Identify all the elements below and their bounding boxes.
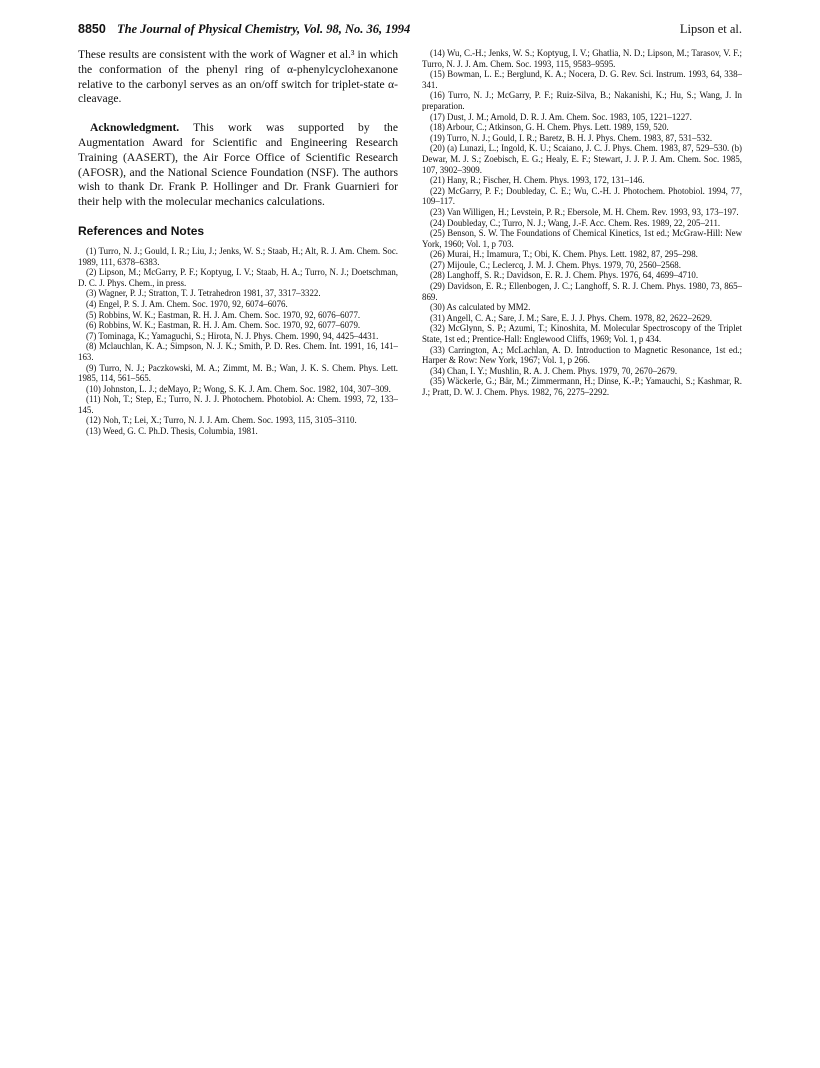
- references-heading: References and Notes: [78, 223, 205, 238]
- reference-item: (32) McGlynn, S. P.; Azumi, T.; Kinoshita, M. Molecular Spectroscopy of the Triplet State, 1st ed.; Prentice-Hall: Englewood Cliffs, 1969; Vol. 1, p 434.: [422, 323, 742, 345]
- reference-item: (27) Mijoule, C.; Leclercq, J. M. J. Chem. Phys. 1979, 70, 2560–2568.: [430, 259, 681, 270]
- reference-item: (10) Johnston, L. J.; deMayo, P.; Wong, S. K. J. Am. Chem. Soc. 1982, 104, 307–309.: [86, 383, 391, 394]
- acknowledgment-paragraph: [78, 121, 398, 210]
- references-list-right: [422, 48, 742, 398]
- reference-item: (16) Turro, N. J.; McGarry, P. F.; Ruiz-Silva, B.; Nakanishi, K.; Hu, S.; Wang, J. In preparation.: [422, 90, 742, 111]
- reference-item: (2) Lipson, M.; McGarry, P. F.; Koptyug, I. V.; Staab, H. A.; Turro, N. J.; Doetschman, D. C. J. Phys. Chem., in press.: [78, 267, 398, 288]
- reference-item: (15) Bowman, L. E.; Berglund, K. A.; Nocera, D. G. Rev. Sci. Instrum. 1993, 64, 338–341.: [422, 69, 742, 90]
- acknowledgment-text: This work was supported by the Augmentation Award for Scientific and Engineering Research Training (AASERT), the Air Force Office of Scientific Research (AFOSR), and the National Science Foundation (NSF). The authors wish to thank Dr. Frank P. Hollinger and Dr. Frank Guarnieri for their help with the molecular mechanics calculations.: [78, 121, 398, 209]
- reference-item: (5) Robbins, W. K.; Eastman, R. H. J. Am. Chem. Soc. 1970, 92, 6076–6077.: [86, 309, 361, 320]
- reference-item: (6) Robbins, W. K.; Eastman, R. H. J. Am. Chem. Soc. 1970, 92, 6077–6079.: [86, 320, 361, 331]
- reference-item: (20) (a) Lunazi, L.; Ingold, K. U.; Scaiano, J. C. J. Phys. Chem. 1983, 87, 529–530. (b) Dewar, M. J. S.; Zoebisch, E. G.; Healy, E. F.; Stewart, J. J. P. J. Am. Chem. Soc. 1985, 107, 3902–3909.: [422, 143, 742, 175]
- reference-item: (7) Tominaga, K.; Yamaguchi, S.; Hirota, N. J. Phys. Chem. 1990, 94, 4425–4431.: [86, 330, 379, 341]
- reference-item: (29) Davidson, E. R.; Ellenbogen, J. C.; Langhoff, S. R. J. Chem. Phys. 1980, 73, 865–869.: [422, 281, 742, 302]
- journal-citation: The Journal of Physical Chemistry, Vol. 98, No. 36, 1994: [116, 22, 411, 36]
- reference-item: (14) Wu, C.-H.; Jenks, W. S.; Koptyug, I. V.; Ghatlia, N. D.; Lipson, M.; Tarasov, V. F.; Turro, N. J. J. Am. Chem. Soc. 1993, 115, 9583–9595.: [422, 48, 742, 69]
- reference-item: (3) Wagner, P. J.; Stratton, T. J. Tetrahedron 1981, 37, 3317–3322.: [86, 288, 321, 299]
- reference-item: (30) As calculated by MM2.: [430, 302, 531, 313]
- reference-item: (18) Arbour, C.; Atkinson, G. H. Chem. Phys. Lett. 1989, 159, 520.: [430, 122, 669, 133]
- reference-item: (21) Hany, R.; Fischer, H. Chem. Phys. 1993, 172, 131–146.: [430, 175, 645, 186]
- page-header: [78, 22, 742, 40]
- reference-item: (9) Turro, N. J.; Paczkowski, M. A.; Zimmt, M. B.; Wan, J. K. S. Chem. Phys. Lett. 1985, 114, 561–565.: [78, 362, 398, 384]
- reference-item: (23) Van Willigen, H.; Levstein, P. R.; Ebersole, M. H. Chem. Rev. 1993, 93, 173–197.: [430, 206, 739, 217]
- running-authors: Lipson et al.: [679, 22, 742, 36]
- references-list-left: [78, 246, 398, 437]
- reference-item: (24) Doubleday, C.; Turro, N. J.; Wang, J.-F. Acc. Chem. Res. 1989, 22, 205–211.: [430, 217, 721, 228]
- left-column: [78, 48, 398, 437]
- page-number: 8850: [78, 22, 106, 36]
- reference-item: (26) Murai, H.; Imamura, T.; Obi, K. Chem. Phys. Lett. 1982, 87, 295–298.: [430, 249, 698, 260]
- reference-item: (22) McGarry, P. F.; Doubleday, C. E.; Wu, C.-H. J. Photochem. Photobiol. 1994, 77, 109–117.: [422, 185, 742, 207]
- reference-item: (34) Chan, I. Y.; Mushlin, R. A. J. Chem. Phys. 1979, 70, 2670–2679.: [430, 365, 678, 376]
- reference-item: (25) Benson, S. W. The Foundations of Chemical Kinetics, 1st ed.; McGraw-Hill: New York, 1960; Vol. 1, p 703.: [422, 228, 742, 249]
- reference-item: (28) Langhoff, S. R.; Davidson, E. R. J. Chem. Phys. 1976, 64, 4699–4710.: [430, 270, 699, 281]
- conclusion-paragraph: These results are consistent with the work of Wagner et al.³ in which the conformation of the phenyl ring of α-phenylcyclohexanone relative to the carbonyl serves as an on/off switch for triplet-state α-cleavage.: [78, 48, 398, 106]
- reference-item: (17) Dust, J. M.; Arnold, D. R. J. Am. Chem. Soc. 1983, 105, 1221–1227.: [430, 111, 692, 122]
- right-column: [422, 48, 742, 398]
- reference-item: (4) Engel, P. S. J. Am. Chem. Soc. 1970, 92, 6074–6076.: [86, 298, 288, 309]
- reference-item: (1) Turro, N. J.; Gould, I. R.; Liu, J.; Jenks, W. S.; Staab, H.; Alt, R. J. Am. Chem. Soc. 1989, 111, 6378–6383.: [78, 245, 398, 267]
- reference-item: (33) Carrington, A.; McLachlan, A. D. Introduction to Magnetic Resonance, 1st ed.; Harper & Row: New York, 1967; Vol. 1, p 266.: [422, 344, 742, 366]
- reference-item: (8) Mclauchlan, K. A.; Simpson, N. J. K.; Smith, P. D. Res. Chem. Int. 1991, 16, 141–163.: [78, 341, 398, 362]
- reference-item: (12) Noh, T.; Lei, X.; Turro, N. J. J. Am. Chem. Soc. 1993, 115, 3105–3110.: [86, 415, 357, 426]
- reference-item: (19) Turro, N. J.; Gould, I. R.; Baretz, B. H. J. Phys. Chem. 1983, 87, 531–532.: [430, 132, 713, 143]
- reference-item: (13) Weed, G. C. Ph.D. Thesis, Columbia, 1981.: [86, 426, 258, 437]
- reference-item: (11) Noh, T.; Step, E.; Turro, N. J. J. Photochem. Photobiol. A: Chem. 1993, 72, 133–145.: [78, 394, 398, 415]
- reference-item: (31) Angell, C. A.; Sare, J. M.; Sare, E. J. J. Phys. Chem. 1978, 82, 2622–2629.: [430, 312, 713, 323]
- acknowledgment-label: Acknowledgment.: [90, 121, 180, 135]
- reference-item: (35) Wäckerle, G.; Bär, M.; Zimmermann, H.; Dinse, K.-P.; Yamauchi, S.; Kashmar, R. J.; Pratt, D. W. J. Chem. Phys. 1982, 76, 2275–2292.: [422, 376, 742, 397]
